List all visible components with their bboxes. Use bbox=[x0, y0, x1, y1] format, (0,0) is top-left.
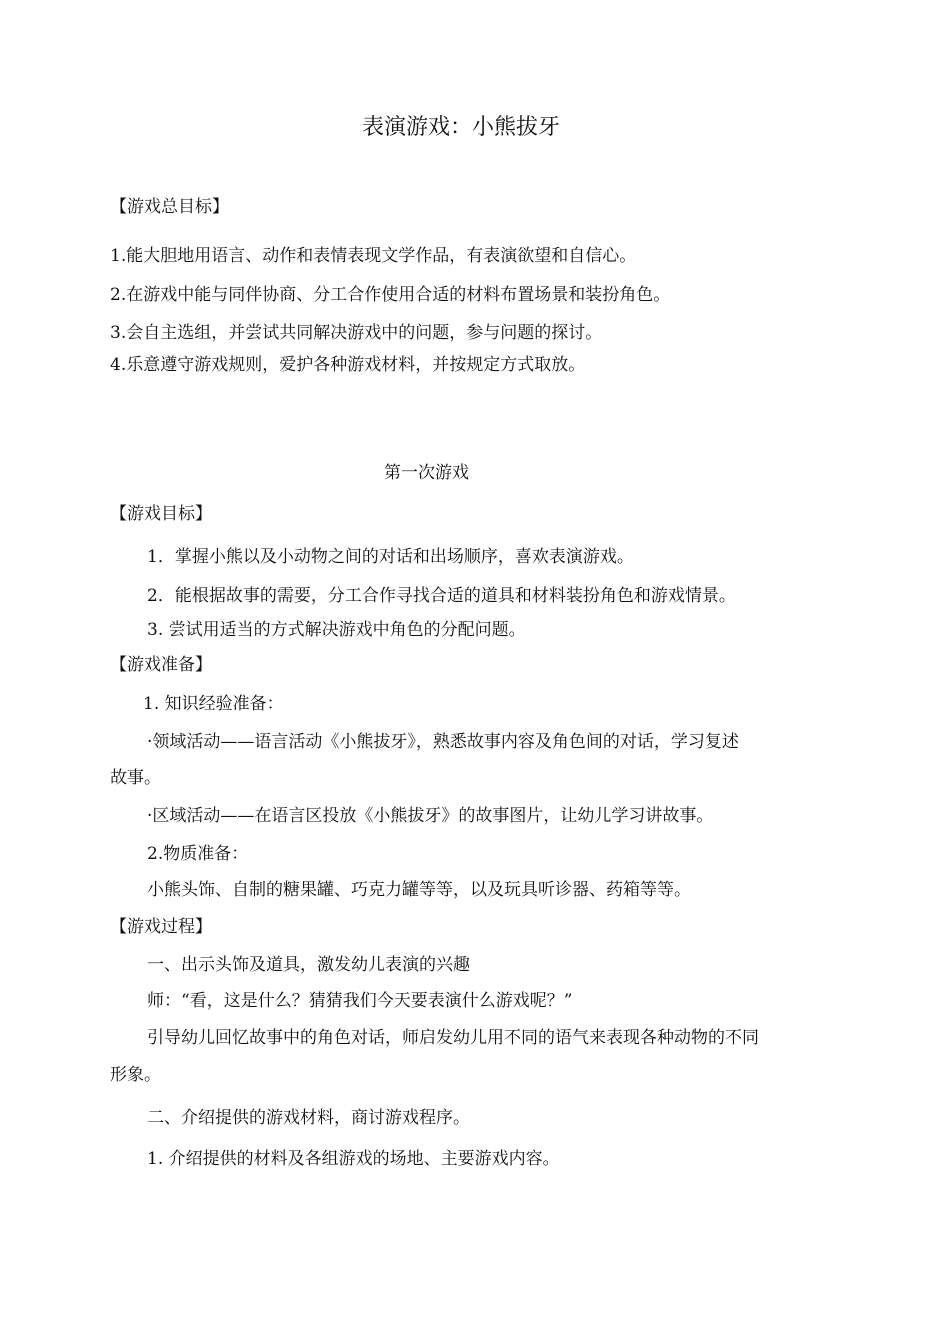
guide-paragraph-cont: 形象。 bbox=[110, 1065, 161, 1085]
game-process-heading: 【游戏过程】 bbox=[110, 917, 212, 937]
teacher-quote: 师：“看，这是什么？猜猜我们今天要表演什么游戏呢？” bbox=[147, 991, 573, 1011]
overall-goals-heading: 【游戏总目标】 bbox=[110, 197, 229, 217]
material-preparation-label: 2.物质准备： bbox=[147, 844, 249, 864]
page-title: 表演游戏：小熊拔牙 bbox=[362, 115, 561, 140]
overall-goal-item: 1.能大胆地用语言、动作和表情表现文学作品，有表演欲望和自信心。 bbox=[110, 246, 637, 266]
game-preparation-heading: 【游戏准备】 bbox=[110, 655, 212, 675]
game-goals-heading: 【游戏目标】 bbox=[110, 504, 212, 524]
knowledge-bullet-1-cont: 故事。 bbox=[110, 768, 161, 788]
overall-goal-item: 3.会自主选组，并尝试共同解决游戏中的问题，参与问题的探讨。 bbox=[110, 323, 603, 343]
game-goal-item: 1．掌握小熊以及小动物之间的对话和出场顺序，喜欢表演游戏。 bbox=[147, 547, 634, 567]
process-step-1: 一、出示头饰及道具，激发幼儿表演的兴趣 bbox=[147, 955, 470, 975]
process-step-2-item-1: 1. 介绍提供的材料及各组游戏的场地、主要游戏内容。 bbox=[147, 1149, 560, 1169]
process-step-2: 二、介绍提供的游戏材料，商讨游戏程序。 bbox=[147, 1108, 470, 1128]
game-goal-item: 3. 尝试用适当的方式解决游戏中角色的分配问题。 bbox=[147, 620, 526, 640]
knowledge-bullet-1: ·领域活动——语言活动《小熊拔牙》，熟悉故事内容及角色间的对话，学习复述 bbox=[147, 732, 739, 752]
overall-goal-item: 4.乐意遵守游戏规则，爱护各种游戏材料，并按规定方式取放。 bbox=[110, 355, 586, 375]
first-game-heading: 第一次游戏 bbox=[384, 463, 469, 483]
knowledge-bullet-2: ·区域活动——在语言区投放《小熊拔牙》的故事图片，让幼儿学习讲故事。 bbox=[147, 806, 714, 826]
game-goal-item: 2．能根据故事的需要，分工合作寻找合适的道具和材料装扮角色和游戏情景。 bbox=[147, 586, 736, 606]
guide-paragraph: 引导幼儿回忆故事中的角色对话，师启发幼儿用不同的语气来表现各种动物的不同 bbox=[147, 1028, 759, 1048]
knowledge-preparation-label: 1. 知识经验准备： bbox=[143, 694, 284, 714]
material-preparation-text: 小熊头饰、自制的糖果罐、巧克力罐等等，以及玩具听诊器、药箱等等。 bbox=[147, 880, 691, 900]
overall-goal-item: 2.在游戏中能与同伴协商、分工合作使用合适的材料布置场景和装扮角色。 bbox=[110, 285, 671, 305]
